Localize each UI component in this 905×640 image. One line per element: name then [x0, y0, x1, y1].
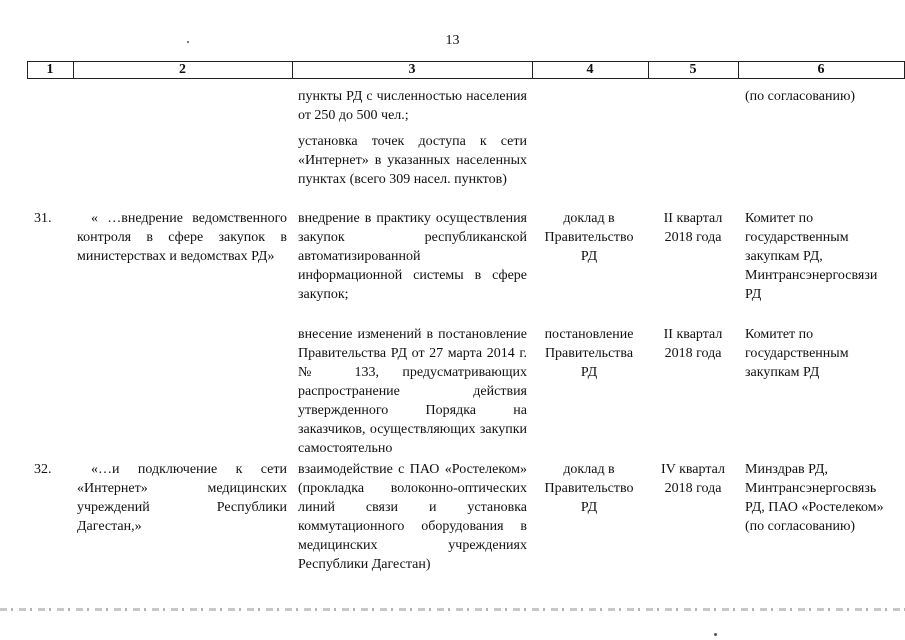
row-32-task: «…и подключение к сети «Интернет» медицинских учреждений Республики Дагестан,» — [77, 462, 287, 534]
row-31-action-1: внедрение в практику осуществления закупок республиканской автоматизированной информационной системы в сфере закупок; — [298, 211, 527, 302]
continuation-responsible: (по согласованию) — [745, 89, 856, 104]
row-31-term-2: II квартал 2018 года — [663, 327, 723, 361]
row-31-number: 31. — [34, 211, 52, 226]
row-31-form-2: постановление Правительства РД — [544, 327, 634, 380]
row-32-number: 32. — [34, 462, 52, 477]
row-32-term: IV квартал 2018 года — [661, 462, 725, 496]
header-col-5: 5 — [689, 62, 697, 77]
scan-speck — [187, 41, 189, 43]
row-31-term-1: II квартал 2018 года — [663, 211, 723, 245]
continuation-action-a: пункты РД с численностью населения от 250 до 500 чел.; — [298, 89, 527, 123]
scan-edge-artifact — [0, 608, 905, 611]
row-31-responsible-1: Комитет по государственным закупкам РД, Минтрансэнергосвязи РД — [745, 211, 878, 302]
header-col-1: 1 — [46, 62, 54, 77]
row-31-responsible-2: Комитет по государственным закупкам РД — [745, 327, 849, 380]
header-bottom-border — [27, 78, 905, 79]
header-col-6: 6 — [817, 62, 825, 77]
header-col-2: 2 — [179, 62, 186, 77]
header-col-3: 3 — [408, 62, 416, 77]
header-col-4: 4 — [586, 62, 594, 77]
row-31-action-2: внесение изменений в постановление Правительства РД от 27 марта 2014 г. № 133, предусматривающих распространение действия утвержденного Порядка на заказчиков, осуществляющих закупки самостоятельно — [298, 327, 527, 456]
row-31-task: « …внедрение ведомственного контроля в сфере закупок в министерствах и ведомствах РД» — [77, 211, 287, 264]
row-31-form-1: доклад в Правительство РД — [544, 211, 634, 264]
row-32-action: взаимодействие с ПАО «Ростелеком» (прокладка волоконно-оптических линий связи и установка коммутационного оборудования в медицинских учреждениях Республики Дагестан) — [298, 462, 527, 572]
scan-speck — [714, 633, 717, 636]
row-32-form: доклад в Правительство РД — [544, 462, 634, 515]
page-number: 13 — [445, 33, 460, 48]
row-32-responsible: Минздрав РД, Минтрансэнергосвязь РД, ПАО «Ростелеком» (по согласованию) — [745, 462, 884, 534]
table-header-row — [0, 61, 905, 79]
continuation-action-b: установка точек доступа к сети «Интернет» в указанных населенных пунктах (всего 309 насел. пунктов) — [298, 134, 527, 187]
